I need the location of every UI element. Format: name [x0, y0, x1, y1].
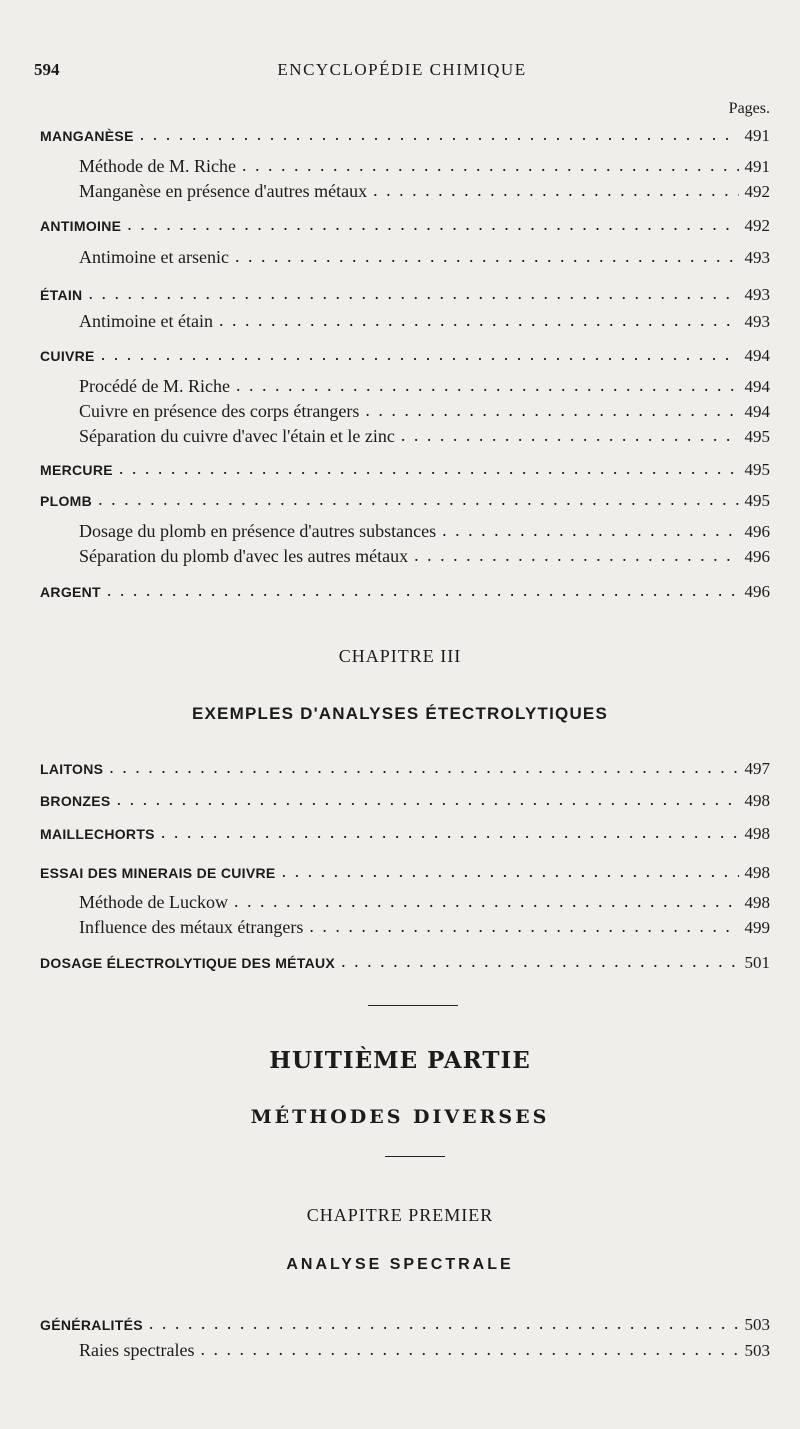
leader-dots [101, 341, 739, 367]
toc-entry [40, 456, 770, 482]
toc-entry [40, 949, 770, 975]
toc-entry-label: Manganèse en présence d'autres métaux [79, 181, 368, 201]
toc-entry-page: 493 [744, 312, 770, 331]
toc-entry-page: 495 [744, 491, 770, 510]
toc-entry [40, 787, 770, 813]
toc-entry [79, 398, 770, 424]
running-title: ENCYCLOPÉDIE CHIMIQUE [277, 60, 527, 79]
toc-entry-page: 498 [744, 863, 770, 882]
toc-entry [79, 889, 770, 915]
toc-entry-page: 498 [744, 791, 770, 810]
page-header [34, 60, 770, 84]
toc-entry-page: 501 [744, 953, 770, 972]
toc-entry [79, 153, 770, 179]
leader-dots [236, 372, 739, 398]
toc-entry-page: 494 [744, 377, 770, 396]
toc-entry-page: 495 [744, 460, 770, 479]
part-title: HUITIÈME PARTIE [269, 1047, 531, 1074]
toc-entry [40, 1311, 770, 1337]
chapter-title: EXEMPLES D'ANALYSES ÉTECTROLYTIQUES [191, 704, 609, 723]
toc-entry [40, 342, 770, 368]
toc-entry-label: ARGENT [40, 584, 101, 600]
toc-entry-label: Procédé de M. Riche [79, 376, 230, 396]
leader-dots [149, 1310, 739, 1336]
toc-entry-page: 491 [744, 126, 770, 145]
leader-dots [341, 948, 738, 974]
toc-entry [79, 543, 770, 569]
divider [385, 1156, 445, 1157]
toc-entry-label: Cuivre en présence des corps étrangers [79, 401, 360, 421]
toc-entry-page: 498 [744, 824, 770, 843]
toc-entry [40, 578, 770, 604]
toc-entry-label: DOSAGE ÉLECTROLYTIQUE DES MÉTAUX [40, 955, 336, 971]
toc-entry-label: MAILLECHORTS [40, 826, 155, 842]
toc-entry-page: 503 [744, 1341, 770, 1360]
toc-entry-page: 495 [744, 427, 770, 446]
toc-entry-page: 496 [744, 582, 770, 601]
part-subtitle: MÉTHODES DIVERSES [250, 1106, 550, 1128]
toc-entry [40, 122, 770, 148]
toc-entry-page: 496 [744, 547, 770, 566]
toc-entry [79, 178, 770, 204]
toc-entry-page: 498 [744, 893, 770, 912]
toc-entry-label: Antimoine et arsenic [79, 247, 229, 267]
toc-entry-label: ÉTAIN [40, 287, 83, 303]
leader-dots [442, 517, 738, 543]
chapter-heading: CHAPITRE PREMIER [306, 1205, 494, 1225]
toc-entry-page: 493 [744, 285, 770, 304]
toc-entry-page: 499 [744, 918, 770, 937]
leader-dots [88, 280, 738, 306]
toc-entry [40, 281, 770, 307]
toc-entry-label: MANGANÈSE [40, 128, 134, 144]
toc-entry [40, 487, 770, 513]
pages-column-label: Pages. [728, 100, 770, 117]
chapter-title: ANALYSE SPECTRALE [286, 1256, 514, 1273]
toc-entry-label: Influence des métaux étrangers [79, 917, 304, 937]
leader-dots [200, 1336, 738, 1362]
leader-dots [127, 211, 738, 237]
leader-dots [235, 243, 739, 269]
toc-entry-label: PLOMB [40, 493, 93, 509]
toc-entry-page: 496 [744, 522, 770, 541]
toc-entry-page: 492 [744, 216, 770, 235]
toc-entry-label: Séparation du plomb d'avec les autres métaux [79, 546, 409, 566]
toc-entry-page: 494 [744, 346, 770, 365]
toc-entry-label: Antimoine et étain [79, 311, 213, 331]
toc-entry [79, 1337, 770, 1363]
toc-entry-label: Dosage du plomb en présence d'autres substances [79, 521, 437, 541]
toc-entry [79, 914, 770, 940]
toc-entry-page: 497 [744, 759, 770, 778]
toc-entry-page: 494 [744, 402, 770, 421]
toc-entry-label: ANTIMOINE [40, 218, 122, 234]
toc-entry-label: ESSAI DES MINERAIS DE CUIVRE [40, 865, 276, 881]
toc-entry-page: 491 [744, 157, 770, 176]
leader-dots [109, 754, 738, 780]
leader-dots [309, 913, 738, 939]
leader-dots [119, 455, 739, 481]
toc-entry-page: 493 [744, 248, 770, 267]
toc-entry-label: MERCURE [40, 462, 113, 478]
leader-dots [117, 786, 739, 812]
toc-entry [79, 423, 770, 449]
toc-entry-label: Raies spectrales [79, 1340, 195, 1360]
toc-entry [40, 859, 770, 885]
leader-dots [401, 422, 739, 448]
leader-dots [365, 397, 738, 423]
toc-entry [40, 212, 770, 238]
toc-entry-label: Méthode de M. Riche [79, 156, 236, 176]
toc-entry [40, 755, 770, 781]
leader-dots [373, 177, 738, 203]
toc-entry-label: Séparation du cuivre d'avec l'étain et le zinc [79, 426, 395, 446]
toc-entry-label: CUIVRE [40, 348, 95, 364]
toc-entry [79, 518, 770, 544]
leader-dots [161, 819, 739, 845]
divider [368, 1005, 458, 1006]
toc-entry [40, 820, 770, 846]
toc-entry-label: BRONZES [40, 793, 111, 809]
toc-entry-page: 492 [744, 182, 770, 201]
toc-entry [79, 244, 770, 270]
toc-entry-label: LAITONS [40, 761, 104, 777]
toc-entry [79, 308, 770, 334]
leader-dots [282, 858, 739, 884]
leader-dots [219, 307, 739, 333]
leader-dots [98, 486, 738, 512]
leader-dots [234, 888, 739, 914]
chapter-heading: CHAPITRE III [338, 646, 462, 666]
leader-dots [414, 542, 738, 568]
toc-entry [79, 373, 770, 399]
leader-dots [140, 121, 739, 147]
toc-entry-label: Méthode de Luckow [79, 892, 228, 912]
leader-dots [242, 152, 739, 178]
page-number: 594 [34, 60, 60, 79]
leader-dots [107, 577, 739, 603]
toc-entry-label: GÉNÉRALITÉS [40, 1317, 143, 1333]
toc-entry-page: 503 [744, 1315, 770, 1334]
